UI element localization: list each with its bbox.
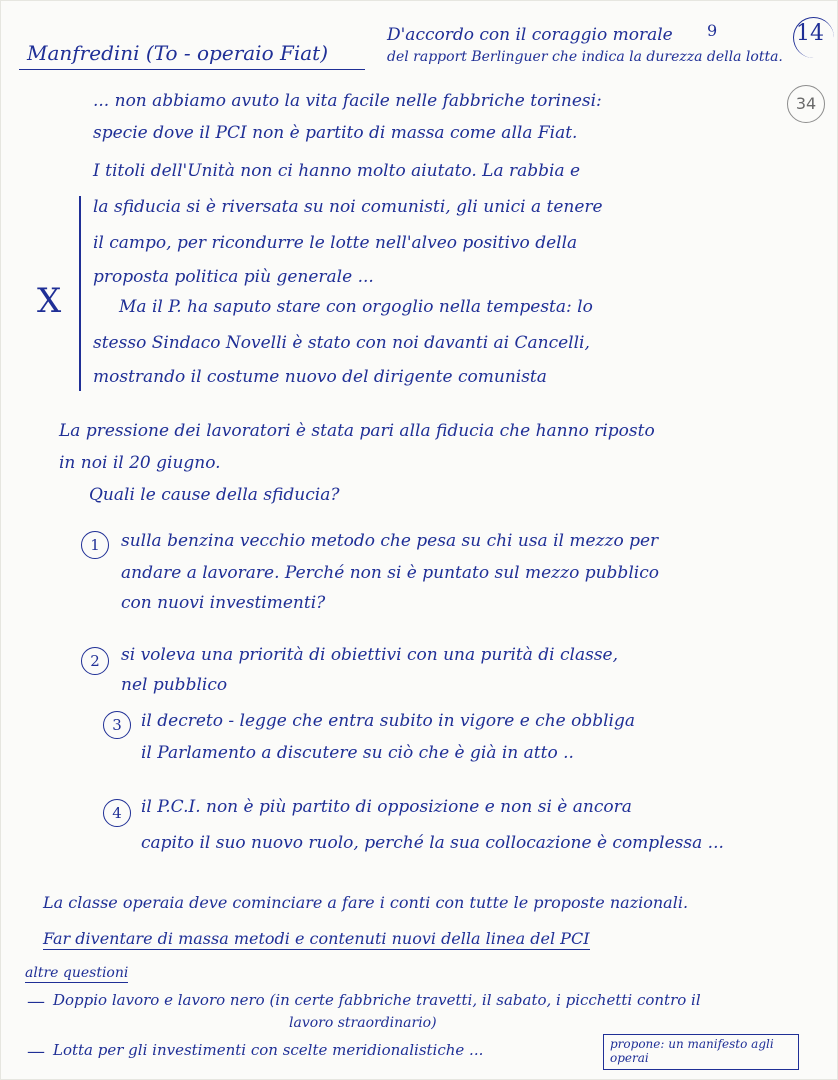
cause-line: sulla benzina vecchio metodo che pesa su chi usa il mezzo per (121, 531, 659, 551)
header-marker: 9 (707, 21, 718, 40)
pressure-line: La pressione dei lavoratori è stata pari alla fiducia che hanno riposto (59, 421, 655, 441)
other-question-line: lavoro straordinario) (289, 1015, 437, 1031)
cause-line: capito il suo nuovo ruolo, perché la sua collocazione è complessa ... (141, 833, 724, 853)
cause-number: 2 (81, 647, 109, 675)
intro-line: specie dove il PCI non è partito di massa come alla Fiat. (93, 123, 578, 143)
cause-number: 4 (103, 799, 131, 827)
intro-line: I titoli dell'Unità non ci hanno molto aiutato. La rabbia e (93, 161, 581, 181)
cause-line: il P.C.I. non è più partito di opposizione e non si è ancora (141, 797, 632, 817)
speaker-heading: Manfredini (To - operaio Fiat) (27, 41, 329, 65)
conclusion-line: La classe operaia deve cominciare a fare i conti con tutte le proposte nazionali. (43, 893, 689, 912)
intro-line: proposta politica più generale ... (93, 267, 374, 287)
proposal-box: propone: un manifesto agli operai (603, 1034, 799, 1070)
header-side-note: D'accordo con il coraggio morale (387, 25, 673, 45)
cause-line: nel pubblico (121, 675, 228, 695)
cause-line: andare a lavorare. Perché non si è puntato sul mezzo pubblico (121, 563, 659, 583)
cause-number: 3 (103, 711, 131, 739)
header-side-note-2: del rapport Berlinguer che indica la durezza della lotta. (387, 49, 783, 65)
pressure-line: in noi il 20 giugno. (59, 453, 221, 473)
cause-line: il decreto - legge che entra subito in vigore e che obbliga (141, 711, 636, 731)
cause-line: il Parlamento a discutere su ciò che è già in atto .. (141, 743, 574, 763)
intro-line: il campo, per ricondurre le lotte nell'alveo positivo della (93, 233, 578, 253)
intro-line: mostrando il costume nuovo del dirigente comunista (93, 367, 547, 387)
list-dash: — (27, 991, 45, 1012)
other-questions-heading: altre questioni (25, 965, 129, 981)
margin-bracket (79, 196, 81, 391)
other-question-line: Lotta per gli investimenti con scelte meridionalistiche ... (53, 1041, 484, 1059)
margin-x-mark: X (37, 281, 62, 321)
heading-underline (19, 41, 365, 70)
causes-heading: Quali le cause della sfiducia? (89, 485, 340, 505)
intro-line: ... non abbiamo avuto la vita facile nelle fabbriche torinesi: (93, 91, 602, 111)
page-number: 14 (796, 21, 824, 46)
pencil-page-mark: 34 (787, 85, 825, 123)
cause-line: si voleva una priorità di obiettivi con una purità di classe, (121, 645, 619, 665)
other-question-line: Doppio lavoro e lavoro nero (in certe fabbriche travetti, il sabato, i picchetti contro il (53, 991, 701, 1009)
cause-number: 1 (81, 531, 109, 559)
list-dash: — (27, 1041, 45, 1062)
intro-line: la sfiducia si è riversata su noi comunisti, gli unici a tenere (93, 197, 603, 217)
intro-line: Ma il P. ha saputo stare con orgoglio nella tempesta: lo (119, 297, 593, 317)
intro-line: stesso Sindaco Novelli è stato con noi davanti ai Cancelli, (93, 333, 590, 353)
conclusion-line-underlined: Far diventare di massa metodi e contenuti nuovi della linea del PCI (43, 929, 590, 948)
cause-line: con nuovi investimenti? (121, 593, 326, 613)
